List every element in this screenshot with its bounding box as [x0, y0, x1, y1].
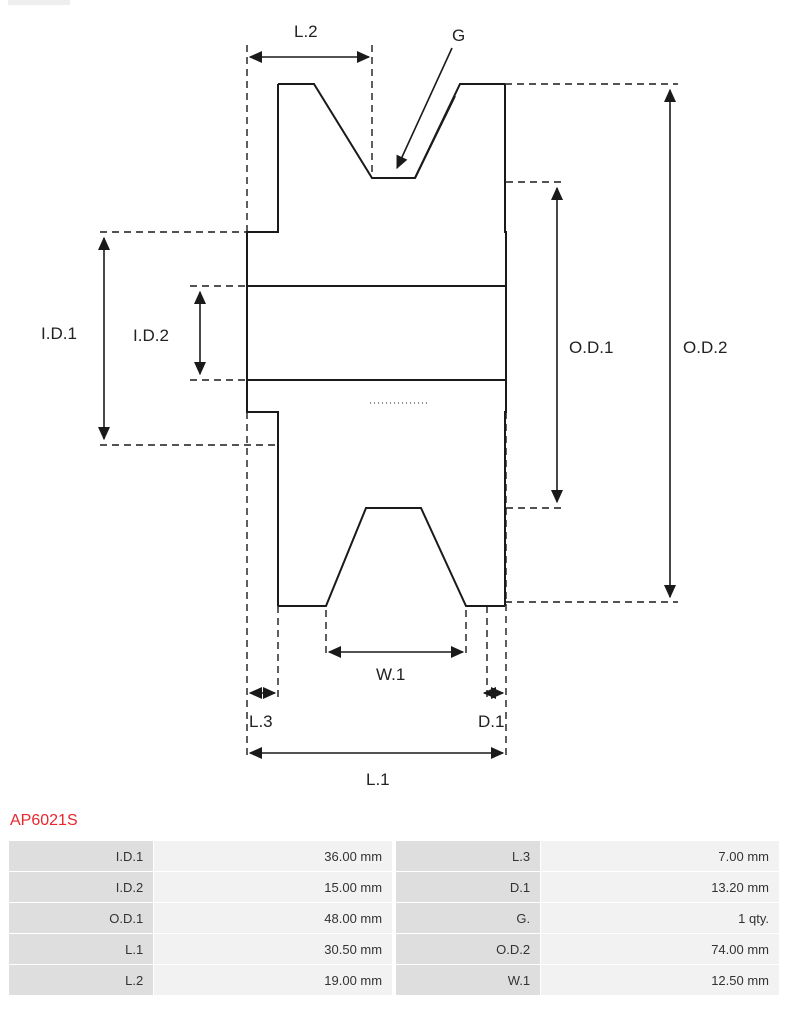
spec-key: I.D.2: [9, 872, 154, 903]
lower-groove-profile: [278, 508, 505, 606]
groove-inner-face: [415, 96, 455, 178]
spec-key: D.1: [395, 872, 540, 903]
dimension-label-d1: D.1: [478, 712, 505, 731]
spec-value: 1 qty.: [541, 903, 780, 934]
right-body-outline: [505, 84, 506, 606]
spec-value: 7.00 mm: [541, 841, 780, 872]
spec-key: L.1: [9, 934, 154, 965]
spec-key: I.D.1: [9, 841, 154, 872]
spec-value: 12.50 mm: [541, 965, 780, 996]
leader-line-g: [397, 48, 452, 168]
spec-key: O.D.1: [9, 903, 154, 934]
spec-value: 30.50 mm: [154, 934, 393, 965]
spec-key: G.: [395, 903, 540, 934]
left-body-outline: [247, 84, 278, 606]
spec-key: O.D.2: [395, 934, 540, 965]
dimension-label-l2: L.2: [294, 22, 318, 41]
spec-value: 48.00 mm: [154, 903, 393, 934]
dimension-label-id1: I.D.1: [41, 324, 77, 343]
spec-value: 13.20 mm: [541, 872, 780, 903]
spec-value: 36.00 mm: [154, 841, 393, 872]
table-row: [9, 965, 780, 996]
dimension-label-g: G: [452, 26, 466, 45]
dimension-label-l1: L.1: [366, 770, 390, 789]
spec-value: 15.00 mm: [154, 872, 393, 903]
dimension-label-w1: W.1: [376, 665, 406, 684]
table-row: [9, 903, 780, 934]
dimension-label-id2: I.D.2: [133, 326, 169, 345]
part-number: AP6021S: [10, 812, 78, 829]
spec-key: L.2: [9, 965, 154, 996]
specifications-table: [8, 840, 780, 996]
spec-value: 74.00 mm: [541, 934, 780, 965]
dimension-label-od2: O.D.2: [683, 338, 728, 357]
table-row: [9, 934, 780, 965]
dimension-label-l3: L.3: [249, 712, 273, 731]
table-row: [9, 872, 780, 903]
table-row: [9, 841, 780, 872]
spec-key: L.3: [395, 841, 540, 872]
spec-value: 19.00 mm: [154, 965, 393, 996]
upper-groove-profile: [278, 84, 505, 178]
dimension-label-od1: O.D.1: [569, 338, 614, 357]
spec-key: W.1: [395, 965, 540, 996]
